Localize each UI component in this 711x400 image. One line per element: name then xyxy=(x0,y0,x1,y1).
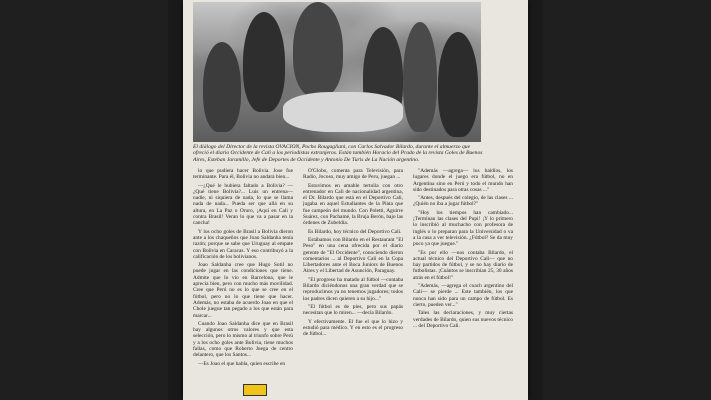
paragraph: O'Globo, comenta para Televisión, para Radio, Jocoso, muy amigo de Peru, juegan ... xyxy=(303,168,403,181)
paragraph: Estuvimos en amable tertulia con otro entrenador en Cali de nacionalidad argentina, el Dr. Bilardo que está en el Deportivo Cali, jugaba en aquel Estudiantes de la Plata que fue campeón del mundo. Con Poletti, Aguirre Suárez, con Pachamé, la Bruja Berón, bajo las órdenes de Zubeldía. xyxy=(303,182,403,227)
paragraph: Y efectivamente. El fue el que lo hizo y estudió para médico. Y en esto es el progreso de fútbol... xyxy=(303,318,403,338)
paragraph: Joao Saldanha cree que Hugo Sotil no puede jugar en las condiciones que tiene. Admite que lo vio en Barcelona, que le aprecia bien, pero con mucho más movilidad. Cree que Perú no es lo que se cree en el fútbol, pero no lo que tiene que hacer. Además, no estaba de acuerdo Joao en que el Chole juegue tan pegado a los que están para marcar... xyxy=(193,262,293,319)
paragraph: "Es por ello —nos contaba Bilardo, el actual técnico del Deportivo Cali— que no hay partidos de fútbol, y se no hay diario de futbolistas. ¡Cuántos se inscribían 25, 30 años atrás en el fútbol!" xyxy=(413,249,513,281)
publisher-logo xyxy=(243,384,267,396)
article-column-3 xyxy=(413,168,513,398)
paragraph: "Hoy los tiempos han cambiado... ¡Terminan las clases del Pupi! ¡Y lo primero lo inscribió al muchacho con profesora de inglés o lo preparan para la Universidad o va a la casa a ver televisión. ¿Fútbol? Se da muy poco ya que juegue." xyxy=(413,209,513,248)
article-body xyxy=(193,168,513,398)
paragraph: Estábamos con Bilardo en el Restaurant "El Peso" en una cena ofrecida por el diario gerente de "El Occidente", conociendo dieron comentarios ... al Deportivo Cali en la Copa Libertadores ante el Boca Juniors de Buenos Aires y el Libertad de Asunción, Paraguay. xyxy=(303,236,403,275)
paragraph: "El progreso ha matado al fútbol —contaba Bilardo diciéndonos una gran verdad que se reproducimos ya no tenemos jugadores; todos los padres dicen quieren a su hijo..." xyxy=(303,276,403,302)
paragraph: "Antes, después del colegio, de las clases ... ¿Quién no iba a jugar fútbol?" xyxy=(413,195,513,208)
paragraph: "El fútbol es de pies, pero sus papás necesitan que lo miren... —decía Bilardo. xyxy=(303,303,403,317)
magazine-page xyxy=(183,0,528,400)
paragraph: Tales las declaraciones, y muy ciertas verdades de Bilardo, quien sus nuevos técnico ... del Deportivo Cali. xyxy=(413,310,513,329)
photo-caption: El diálogo del Director de la revista OVACION, Pocho Rougagliani, con Carlos Salvador Bilardo, durante el almuerzo que ofreció el diario Occidente de Cali a los periodistas extranjeros. Están también Horacio del Prado de la revista Goles de Buenos Aires, Esteban Jaramillo, Jefe de Deportes de Occidente y Antonio De Turis de La Nación argentino. xyxy=(193,144,483,163)
paragraph: —Es Joao el que habla, quien escribe en xyxy=(198,360,286,367)
paragraph: Cuando Joao Saldanha dice que en Brasil hay algunos otros valores y que esta selección, pero lo mismo al triunfo sobre Perú y a los ocho goles ante Bolivia, tiene muchos fallas, como que Roberto Juega de centro delantero, que los Santos... xyxy=(193,320,293,359)
paragraph: Es Bilardo, hoy técnico del Deportivo Cali. xyxy=(308,228,402,235)
paragraph: "Además, —agrega el coach argentino del Cali— se pierde ... Este también, los que nunca han sido para un campo de fútbol. Es cierto, pueden ver..." xyxy=(413,283,513,308)
paragraph: —¿Qué le hubiera faltado a Bolivia? —¿Qué tiene Bolivia?... Luis un entrena—nadie, ni siquiera de nada, lo que se llama nada de nada... Pueda ser que allá en su altura, en La Paz o Oruro, ¡Aquí en Cali y contra Brasil! Veran lo que va a pasar en la cancha! xyxy=(193,182,293,227)
article-column-1 xyxy=(193,168,293,398)
paragraph: "Además —agrega— los baldíos, los lugares donde el juego era fútbol, no en Argentina sino en Perú y todo el mundo han sido destinados para otras cosas ..." xyxy=(413,168,513,193)
background-right xyxy=(533,0,711,400)
paragraph: Y los ocho goles de Brasil a Bolivia dieron ante a los chaqueños que Joao Saldanha tenía razón; porque se sabe que Uruguay al empate con Bolivia en Caracas. Y eso contribuyó a la calificación de los bolivianos. xyxy=(193,228,293,260)
paragraph: lo que pudiera hacer Bolivia. Jose fue terminante. Para él, Bolivia no andará bien... xyxy=(193,168,293,181)
article-column-2 xyxy=(303,168,403,398)
background-left xyxy=(0,0,178,400)
news-photo xyxy=(193,2,481,142)
